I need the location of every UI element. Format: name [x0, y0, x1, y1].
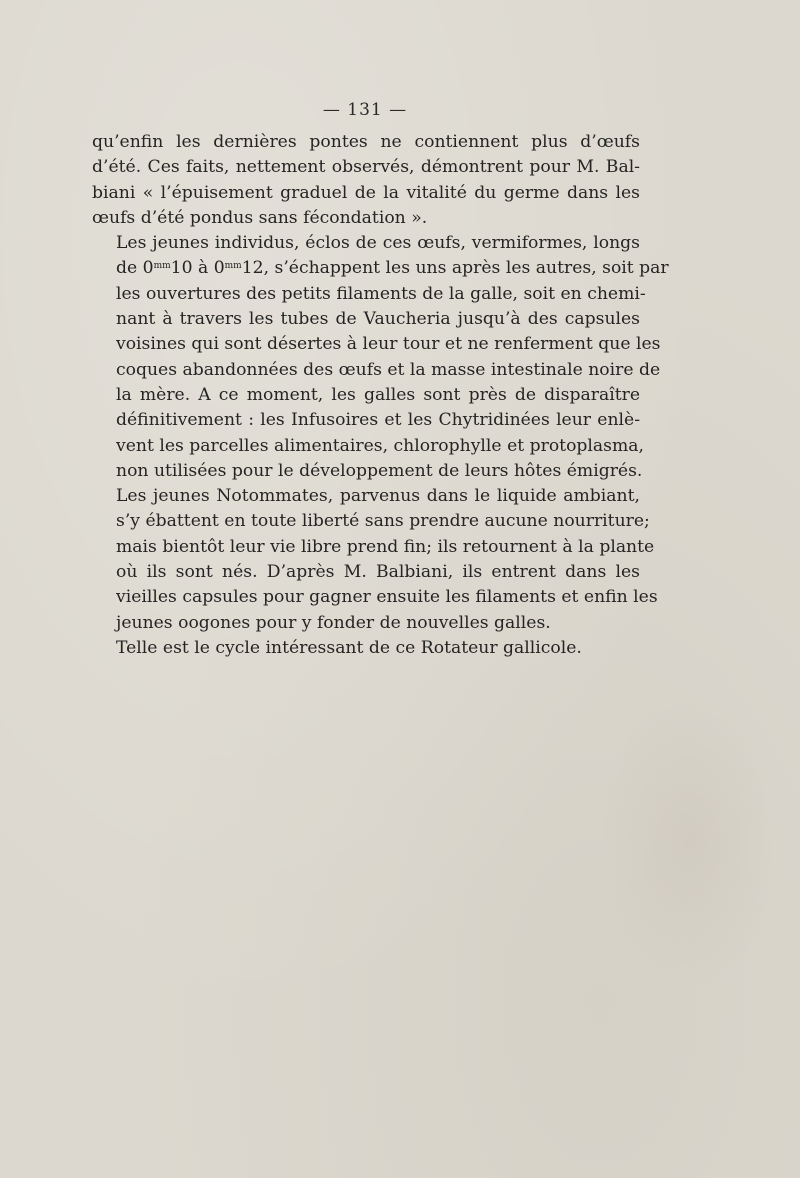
text-line: biani « l’épuisement graduel de la vitalité du germe dans les	[92, 182, 640, 203]
text-line: qu’enfin les dernières pontes ne contiennent plus d’œufs	[92, 132, 640, 152]
paragraph-2	[92, 231, 669, 484]
text-line: nant à travers les tubes de Vaucheria jusqu’à des capsules	[116, 309, 640, 330]
text-line-measure: de $0^{mm}10$ à $0^{mm}12$, s’échappent les uns après les autres, soit par	[116, 258, 669, 279]
text-line: la mère. A ce moment, les galles sont près de disparaître	[116, 384, 640, 405]
paragraph-1	[92, 130, 640, 231]
text-line: mais bientôt leur vie libre prend fin; ils retournent à la plante	[116, 536, 655, 557]
text-line: Telle est le cycle intéressant de ce Rotateur gallicole.	[116, 637, 582, 658]
text-line: Les jeunes individus, éclos de ces œufs, vermiformes, longs	[116, 233, 640, 254]
paragraph-3	[92, 484, 658, 636]
text-line: jeunes oogones pour y fonder de nouvelles galles.	[116, 612, 551, 633]
text-line: non utilisées pour le développement de leurs hôtes émigrés.	[116, 460, 643, 481]
show-through-stain	[600, 690, 780, 990]
text-line: définitivement : les Infusoires et les Chytridinées leur enlè-	[116, 410, 640, 431]
text-line: où ils sont nés. D’après M. Balbiani, ils entrent dans les	[116, 562, 640, 583]
text-line: vent les parcelles alimentaires, chlorophylle et protoplasma,	[116, 435, 645, 456]
text-line: coques abandonnées des œufs et la masse intestinale noire de	[116, 359, 661, 380]
body-text	[92, 130, 669, 661]
text-line: les ouvertures des petits filaments de la galle, soit en chemi-	[116, 283, 646, 304]
text-line: œufs d’été pondus sans fécondation ».	[92, 207, 428, 228]
text-line: s’y ébattent en toute liberté sans prendre aucune nourriture;	[116, 511, 650, 532]
text-line: voisines qui sont désertes à leur tour et ne renferment que les	[116, 334, 661, 355]
text-line: d’été. Ces faits, nettement observés, démontrent pour M. Bal-	[92, 157, 640, 178]
page-number: — 131 —	[322, 100, 408, 120]
paragraph-4	[92, 636, 640, 661]
text-line: Les jeunes Notommates, parvenus dans le liquide ambiant,	[116, 486, 640, 507]
text-line: vieilles capsules pour gagner ensuite les filaments et enfin les	[116, 587, 658, 608]
